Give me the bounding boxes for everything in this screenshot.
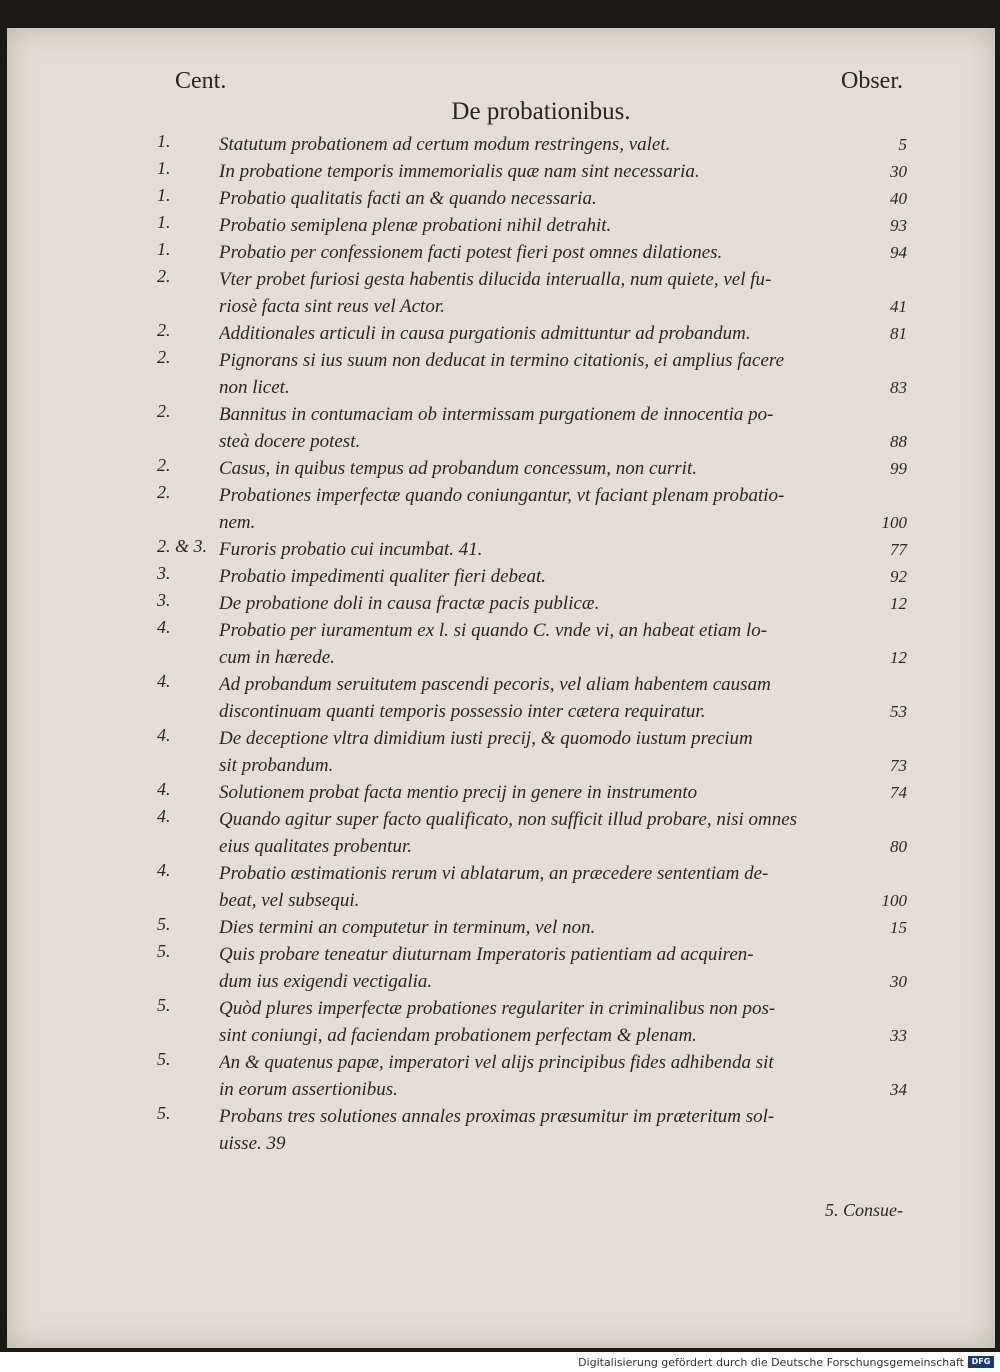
entry-text-line: steà docere potest. bbox=[219, 431, 361, 452]
entry-text-line: Probatio impedimenti qualiter fieri debeat. bbox=[219, 566, 546, 587]
index-entry bbox=[157, 1103, 917, 1157]
entry-number: 5. bbox=[157, 914, 171, 934]
entry-page-ref: 5 bbox=[898, 135, 907, 154]
entry-text-line: Pignorans si ius suum non deducat in termino citationis, ei amplius facere bbox=[219, 350, 785, 371]
entry-text-line: sint coniungi, ad faciendam probationem perfectam & plenam. bbox=[219, 1025, 697, 1046]
entry-page-ref: 80 bbox=[890, 837, 907, 856]
entry-text-line: nem. bbox=[219, 512, 256, 533]
index-entry bbox=[157, 563, 917, 590]
index-entry bbox=[157, 212, 917, 239]
entry-page-ref: 92 bbox=[890, 567, 907, 586]
index-entry bbox=[157, 725, 917, 779]
entry-page-ref: 40 bbox=[890, 189, 907, 208]
entry-number: 4. bbox=[157, 617, 171, 637]
index-entry bbox=[157, 860, 917, 914]
entry-text-line: Bannitus in contumaciam ob intermissam purgationem de innocentia po- bbox=[219, 404, 774, 425]
index-entry bbox=[157, 401, 917, 455]
index-entry bbox=[157, 536, 917, 563]
entry-text-line: beat, vel subsequi. bbox=[219, 890, 360, 911]
index-entry bbox=[157, 482, 917, 536]
entry-text-line: in eorum assertionibus. bbox=[219, 1079, 398, 1100]
entry-page-ref: 33 bbox=[890, 1026, 907, 1045]
entry-text-line: Statutum probationem ad certum modum restringens, valet. bbox=[219, 134, 671, 155]
entry-page-ref: 94 bbox=[890, 243, 907, 262]
entry-text-line: An & quatenus papæ, imperatori vel alijs principibus fides adhibenda sit bbox=[219, 1052, 774, 1073]
entry-text-line: uisse. 39 bbox=[219, 1133, 286, 1154]
section-title: De probationibus. bbox=[451, 98, 631, 125]
entry-number: 2. bbox=[157, 347, 171, 367]
index-entry bbox=[157, 158, 917, 185]
entry-text-line: Quis probare teneatur diuturnam Imperatoris patientiam ad acquiren- bbox=[219, 944, 754, 965]
index-entry bbox=[157, 266, 917, 320]
entry-page-ref: 74 bbox=[890, 783, 907, 802]
index-entry bbox=[157, 806, 917, 860]
footer-credit: Digitalisierung gefördert durch die Deutsche Forschungsgemeinschaft bbox=[578, 1356, 964, 1369]
catchword: 5. Consue- bbox=[825, 1200, 903, 1220]
entry-page-ref: 100 bbox=[881, 891, 907, 910]
entry-number: 5. bbox=[157, 995, 171, 1015]
entry-number: 1. bbox=[157, 131, 171, 151]
index-entry bbox=[157, 131, 917, 158]
entry-text-line: In probatione temporis immemorialis quæ nam sint necessaria. bbox=[219, 161, 700, 182]
entry-text-line: Quando agitur super facto qualificato, non sufficit illud probare, nisi omnes bbox=[219, 809, 798, 830]
entry-text-line: Probatio qualitatis facti an & quando necessaria. bbox=[219, 188, 597, 209]
entry-number: 2. bbox=[157, 320, 171, 340]
entry-page-ref: 83 bbox=[890, 378, 907, 397]
entry-text-line: Quòd plures imperfectæ probationes regulariter in criminalibus non pos- bbox=[219, 998, 776, 1019]
entry-page-ref: 12 bbox=[890, 594, 907, 613]
entry-number: 4. bbox=[157, 806, 171, 826]
entry-page-ref: 100 bbox=[881, 513, 907, 532]
entry-page-ref: 34 bbox=[890, 1080, 907, 1099]
entry-page-ref: 93 bbox=[890, 216, 907, 235]
entry-page-ref: 41 bbox=[890, 297, 907, 316]
entry-text-line: sit probandum. bbox=[219, 755, 334, 776]
index-entry bbox=[157, 779, 917, 806]
entry-text-line: non licet. bbox=[219, 377, 290, 398]
entry-text-line: Probationes imperfectæ quando coniungantur, vt faciant plenam probatio- bbox=[219, 485, 785, 506]
entry-text-line: Probatio semiplena plenæ probationi nihil detrahit. bbox=[219, 215, 612, 236]
running-head-right: Obser. bbox=[841, 68, 903, 94]
index-entry bbox=[157, 239, 917, 266]
entry-text-line: Solutionem probat facta mentio precij in genere in instrumento bbox=[219, 782, 698, 803]
entry-number: 4. bbox=[157, 860, 171, 880]
entry-text-line: Ad probandum seruitutem pascendi pecoris, vel aliam habentem causam bbox=[219, 674, 771, 695]
entry-page-ref: 12 bbox=[890, 648, 907, 667]
entry-number: 1. bbox=[157, 212, 171, 232]
entry-number: 5. bbox=[157, 941, 171, 961]
entry-number: 2. bbox=[157, 455, 171, 475]
index-entry bbox=[157, 617, 917, 671]
entry-text-line: Furoris probatio cui incumbat. 41. bbox=[219, 539, 483, 560]
entry-number: 2. bbox=[157, 266, 171, 286]
entry-number: 2. bbox=[157, 482, 171, 502]
entry-text-line: discontinuam quanti temporis possessio inter cætera requiratur. bbox=[219, 701, 706, 722]
entry-number: 3. bbox=[157, 563, 171, 583]
entry-text-line: Additionales articuli in causa purgationis admittuntur ad probandum. bbox=[219, 323, 751, 344]
index-entry bbox=[157, 1049, 917, 1103]
entry-page-ref: 30 bbox=[890, 162, 907, 181]
entry-page-ref: 81 bbox=[890, 324, 907, 343]
entry-text-line: cum in hærede. bbox=[219, 647, 335, 668]
entry-page-ref: 53 bbox=[890, 702, 907, 721]
running-head-left: Cent. bbox=[175, 68, 227, 94]
entry-text-line: dum ius exigendi vectigalia. bbox=[219, 971, 433, 992]
entry-number: 3. bbox=[157, 590, 171, 610]
index-entry bbox=[157, 914, 917, 941]
index-entry bbox=[157, 185, 917, 212]
footer-bar bbox=[0, 1352, 1000, 1372]
entry-text-line: Probatio æstimationis rerum vi ablatarum, an præcedere sententiam de- bbox=[219, 863, 769, 884]
entry-page-ref: 99 bbox=[890, 459, 907, 478]
entry-number: 4. bbox=[157, 671, 171, 691]
index-entry bbox=[157, 320, 917, 347]
entry-page-ref: 15 bbox=[890, 918, 907, 937]
entry-number: 1. bbox=[157, 185, 171, 205]
entry-number: 4. bbox=[157, 779, 171, 799]
index-entry bbox=[157, 995, 917, 1049]
index-entry bbox=[157, 455, 917, 482]
entry-text-line: Dies termini an computetur in terminum, vel non. bbox=[219, 917, 596, 938]
entry-page-ref: 30 bbox=[890, 972, 907, 991]
entry-text-line: De deceptione vltra dimidium iusti precij, & quomodo iustum precium bbox=[219, 728, 753, 749]
entry-number: 1. bbox=[157, 239, 171, 259]
index-entry bbox=[157, 671, 917, 725]
entry-number: 5. bbox=[157, 1049, 171, 1069]
entry-text-line: De probatione doli in causa fractæ pacis publicæ. bbox=[219, 593, 600, 614]
entry-number: 5. bbox=[157, 1103, 171, 1123]
entry-text-line: Probatio per iuramentum ex l. si quando C. vnde vi, an habeat etiam lo- bbox=[219, 620, 768, 641]
entry-text-line: Casus, in quibus tempus ad probandum concessum, non currit. bbox=[219, 458, 697, 479]
entry-text-line: eius qualitates probentur. bbox=[219, 836, 412, 857]
entry-text-line: Probatio per confessionem facti potest fieri post omnes dilationes. bbox=[219, 242, 723, 263]
entry-page-ref: 88 bbox=[890, 432, 907, 451]
entry-text-line: Vter probet furiosi gesta habentis dilucida interualla, num quiete, vel fu- bbox=[219, 269, 772, 290]
index-entries bbox=[157, 131, 917, 1157]
dfg-logo: DFG bbox=[968, 1356, 994, 1368]
index-entry bbox=[157, 590, 917, 617]
entry-text-line: riosè facta sint reus vel Actor. bbox=[219, 296, 445, 317]
entry-page-ref: 77 bbox=[890, 540, 907, 559]
entry-text-line: Probans tres solutiones annales proximas præsumitur im præteritum sol- bbox=[219, 1106, 775, 1127]
entry-number: 4. bbox=[157, 725, 171, 745]
index-entry bbox=[157, 941, 917, 995]
entry-page-ref: 73 bbox=[890, 756, 907, 775]
entry-number: 1. bbox=[157, 158, 171, 178]
entry-number: 2. bbox=[157, 401, 171, 421]
entry-number: 2. & 3. bbox=[157, 536, 208, 556]
index-entry bbox=[157, 347, 917, 401]
book-page bbox=[7, 28, 995, 1348]
